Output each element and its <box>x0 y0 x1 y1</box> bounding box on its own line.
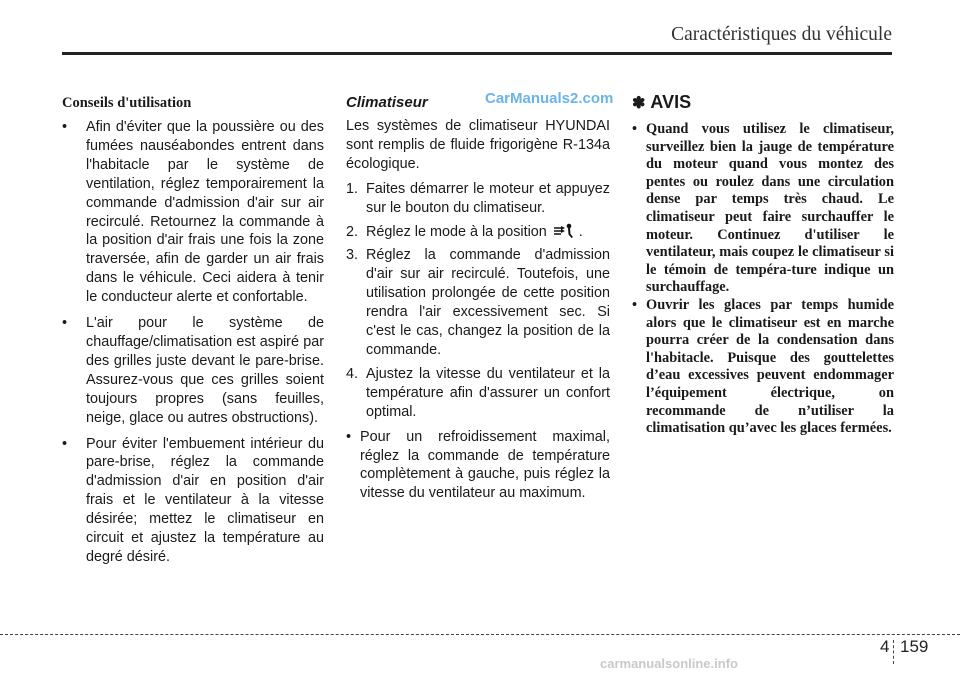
footer-rule <box>0 634 960 635</box>
avis-heading <box>632 92 894 113</box>
step-number: 3. <box>346 247 359 264</box>
list-item: • Afin d'éviter que la poussière ou des fumées nauséabondes entrent dans l'habitacle par le système de ventilation, réglez temporairement la commande d'admission d'air sur air recirculé. Retournez la commande à la position d'air frais une fois la zone traversée, afin de garder un air frais dans le véhicule. Ceci aidera à tenir le conducteur alerte et confortable. <box>62 118 324 307</box>
section-title-climatiseur: Climatiseur <box>346 94 428 111</box>
avis-title: AVIS <box>650 92 692 112</box>
intro-paragraph: Les systèmes de climatiseur HYUNDAI sont remplis de fluide frigorigène R-134a écologique. <box>346 118 610 172</box>
section-title-conseils: Conseils d'utilisation <box>62 95 192 111</box>
max-cooling-list <box>346 428 610 504</box>
step-item <box>346 180 610 218</box>
header-rule <box>62 52 892 55</box>
step-text: Ajustez la vitesse du ventilateur et la température afin d'assurer un confort optimal. <box>366 365 610 420</box>
step-item <box>346 246 610 359</box>
step-item <box>346 365 610 422</box>
list-item: • Pour éviter l'embuement intérieur du pare-brise, réglez la commande d'admission d'air en position d'air frais et le ventilateur à la vitesse désirée; mettez le climatiseur en circuit et ajustez la température au degré désiré. <box>62 435 324 567</box>
list-item: • Pour un refroidissement maximal, réglez la commande de température complètement à gauche, puis réglez la vitesse du ventilateur au maximum. <box>346 428 610 504</box>
list-item: • L'air pour le système de chauffage/climatisation est aspiré par des grilles juste devant le pare-brise. Assurez-vous que ces grilles soient toujours propres (sans feuilles, neige, glace ou autres obstructions). <box>62 314 324 427</box>
face-vent-mode-icon <box>551 223 575 239</box>
step-number: 1. <box>346 180 359 197</box>
list-item: • Quand vous utilisez le climatiseur, surveillez bien la jauge de température du moteur quand vous montez des pentes ou roulez dans une circulation dense par temps très chaud. Le climatiseur peut faire surchauffer le moteur. Continuez d'utiliser le ventilateur, mais coupez le climatiseur si le témoin de tempéra-ture indique un surchauffage. <box>632 121 894 297</box>
steps-list <box>346 180 610 422</box>
step-text: Réglez le mode à la position <box>366 223 547 240</box>
step-text: Réglez la commande d'admission d'air sur air recirculé. Toutefois, une utilisation prolongée de cette position rendra l'air excessivement sec. Si c'est le cas, changez la position de la commande. <box>366 247 610 358</box>
conseils-list <box>62 118 324 567</box>
watermark-carmanualsonline: carmanualsonline.info <box>600 656 738 671</box>
page-header-title: Caractéristiques du véhicule <box>671 24 892 45</box>
column-climatiseur <box>346 88 610 510</box>
column-avis <box>632 88 894 438</box>
chapter-number: 4 <box>880 637 890 656</box>
step-number: 4. <box>346 365 359 382</box>
asterisk-icon: ✽ <box>632 94 646 112</box>
avis-list <box>632 121 894 438</box>
page-number-divider <box>893 640 894 664</box>
step-number: 2. <box>346 223 359 240</box>
list-item: • Ouvrir les glaces par temps humide alors que le climatiseur est en marche pourra créer de la condensation dans l'habitacle. Puisque des gouttelettes d’eau excessives peuvent endommager l’équipement électrique, on recommande de n’utiliser la climatisation qu’avec les glaces fermées. <box>632 297 894 438</box>
page-number: 159 <box>900 637 929 656</box>
watermark-carmanuals2: CarManuals2.com <box>485 90 614 107</box>
step-item <box>346 223 610 242</box>
step-text-end: . <box>578 223 583 240</box>
column-conseils <box>62 88 324 574</box>
step-text: Faites démarrer le moteur et appuyez sur le bouton du climatiseur. <box>366 180 610 216</box>
